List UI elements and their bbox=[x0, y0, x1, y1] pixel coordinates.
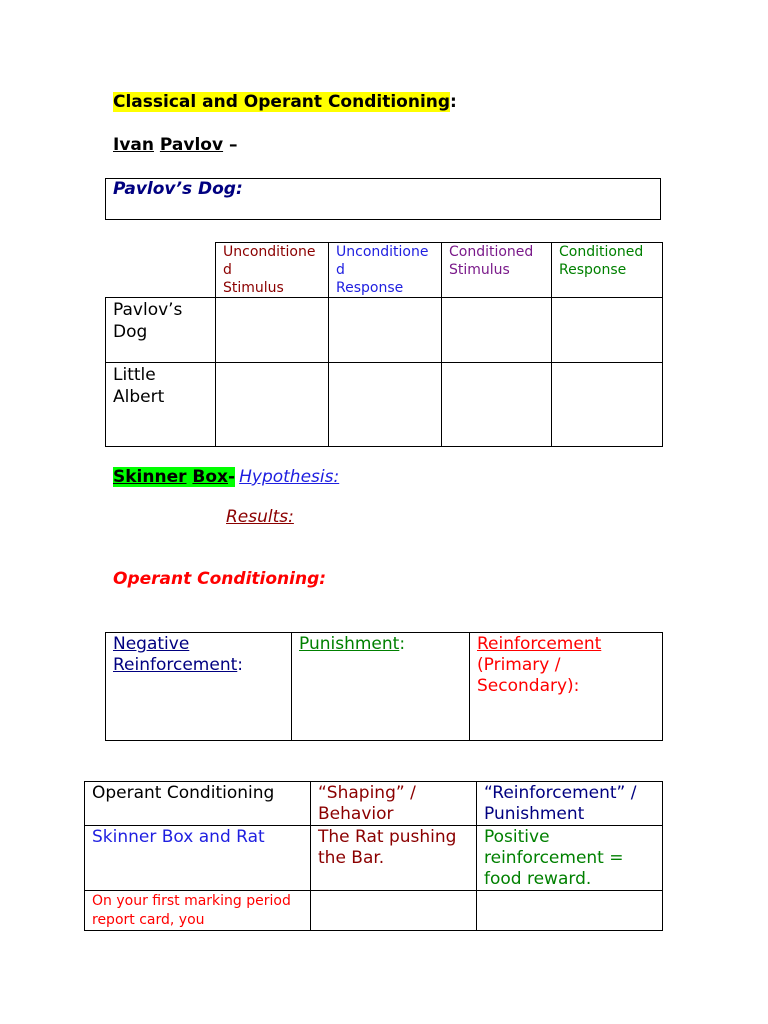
pavlov-dog-label: Pavlov’s Dog: bbox=[113, 179, 243, 199]
reinforcement-table bbox=[105, 632, 663, 741]
table-cell[interactable] bbox=[216, 298, 329, 363]
header-shaping-behavior: “Shaping” / Behavior bbox=[311, 782, 477, 826]
header-reinforcement-punishment: “Reinforcement” / Punishment bbox=[477, 782, 663, 826]
table-header-row bbox=[106, 243, 663, 298]
table-row bbox=[85, 826, 663, 891]
conditioning-table bbox=[105, 242, 663, 447]
first-name: Ivan bbox=[113, 135, 154, 155]
table-cell[interactable] bbox=[329, 298, 442, 363]
empty-corner-cell bbox=[106, 243, 216, 298]
table-cell[interactable] bbox=[442, 298, 552, 363]
operant-examples-table bbox=[84, 781, 663, 931]
results-label: Results: bbox=[226, 507, 294, 527]
table-row bbox=[106, 363, 663, 447]
header-unconditioned-stimulus: Unconditione d Stimulus bbox=[216, 243, 329, 298]
negative-reinforcement-cell[interactable]: Negative Reinforcement: bbox=[106, 633, 292, 741]
header-operant-conditioning: Operant Conditioning bbox=[85, 782, 311, 826]
table-cell[interactable] bbox=[329, 363, 442, 447]
hypothesis-label: Hypothesis: bbox=[239, 467, 340, 487]
skinner-box-line bbox=[113, 467, 339, 487]
table-cell[interactable] bbox=[442, 363, 552, 447]
table-row bbox=[106, 633, 663, 741]
reinforcement-cell[interactable]: Reinforcement (Primary / Secondary): bbox=[470, 633, 663, 741]
example-report-card: On your first marking period report card, you bbox=[85, 891, 311, 931]
table-row bbox=[106, 298, 663, 363]
ivan-pavlov-line bbox=[113, 135, 237, 155]
header-unconditioned-response: Unconditione d Response bbox=[329, 243, 442, 298]
table-row bbox=[85, 891, 663, 931]
example-skinner-box: Skinner Box and Rat bbox=[85, 826, 311, 891]
punishment-cell[interactable]: Punishment: bbox=[292, 633, 470, 741]
title-colon: : bbox=[450, 92, 457, 112]
table-cell[interactable] bbox=[552, 298, 663, 363]
header-conditioned-response: Conditioned Response bbox=[552, 243, 663, 298]
operant-conditioning-heading: Operant Conditioning: bbox=[113, 569, 327, 589]
dash: – bbox=[223, 135, 238, 155]
table-cell[interactable] bbox=[216, 363, 329, 447]
example-behavior: The Rat pushing the Bar. bbox=[311, 826, 477, 891]
document-title bbox=[113, 92, 457, 112]
last-name: Pavlov bbox=[159, 135, 224, 155]
row-label-pavlovs-dog: Pavlov’s Dog bbox=[106, 298, 216, 363]
header-conditioned-stimulus: Conditioned Stimulus bbox=[442, 243, 552, 298]
example-reinforcement: Positive reinforcement = food reward. bbox=[477, 826, 663, 891]
table-header-row bbox=[85, 782, 663, 826]
table-cell[interactable] bbox=[477, 891, 663, 931]
table-cell[interactable] bbox=[552, 363, 663, 447]
row-label-little-albert: Little Albert bbox=[106, 363, 216, 447]
pavlov-dog-box bbox=[105, 178, 661, 220]
title-highlight: Classical and Operant Conditioning bbox=[113, 92, 451, 112]
skinner-box-highlight: Skinner Box- bbox=[113, 467, 236, 487]
table-cell[interactable] bbox=[311, 891, 477, 931]
